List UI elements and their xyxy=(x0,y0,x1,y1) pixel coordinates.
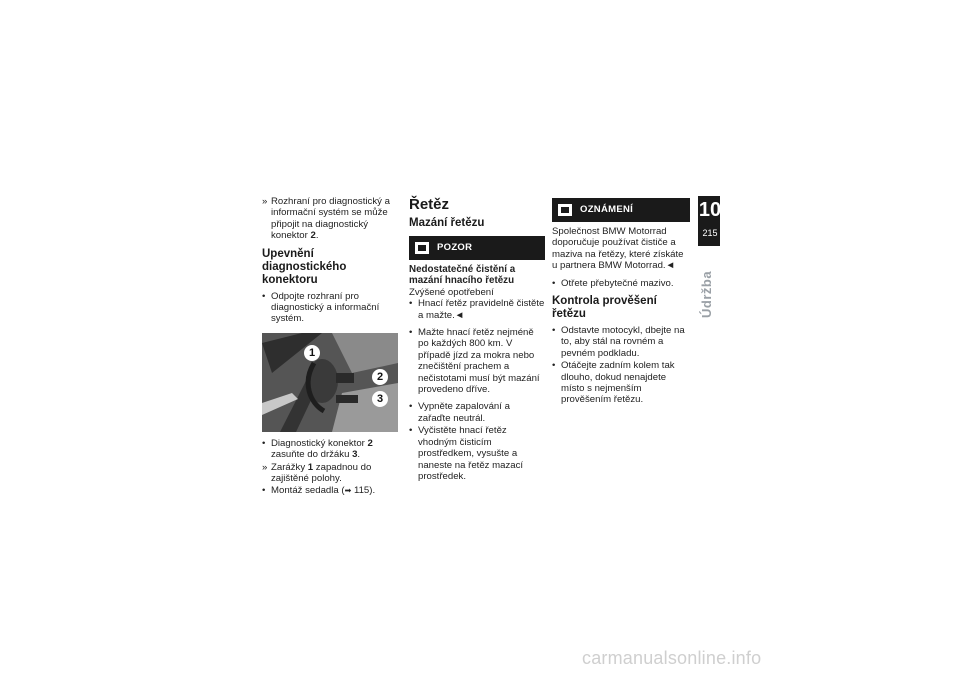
list-item-text: Odstavte motocykl, dbejte na to, aby stál na rovném a pevném podkladu. xyxy=(561,325,685,359)
result-marker: » xyxy=(262,461,268,473)
bullet-marker: • xyxy=(552,325,556,337)
bullet-marker: • xyxy=(409,401,413,413)
bullet-marker: • xyxy=(409,425,413,437)
chapter-side-label: Údržba xyxy=(699,270,714,318)
step-item xyxy=(262,462,394,485)
list-item xyxy=(409,298,545,321)
caution-label: POZOR xyxy=(437,242,473,254)
notice-box xyxy=(552,198,690,222)
step-text-end: zapadnou do zajištěné polohy. xyxy=(271,461,372,485)
list-item-text: Otřete přebytečné mazivo. xyxy=(561,277,674,289)
list-item-text: Otáčejte zadním kolem tak dlouho, dokud nenajdete místo s nejmenším prověšením řetězu. xyxy=(561,360,675,406)
bullet-marker: • xyxy=(552,277,556,289)
section-heading: Upevnění diagnostického konektoru xyxy=(262,247,347,286)
caution-box xyxy=(409,236,545,260)
step-text: Odpojte rozhraní pro diagnostický a informační systém. xyxy=(271,290,380,325)
chapter-number: 10 xyxy=(698,199,722,221)
chapter-title: Řetěz xyxy=(409,196,450,213)
callout-2: 2 xyxy=(372,369,388,385)
bullet-marker: • xyxy=(262,290,266,302)
step-text: Zarážky xyxy=(271,461,308,473)
arrow-right-icon: ➡ xyxy=(344,486,352,496)
page-number: 215 xyxy=(702,228,718,238)
list-item xyxy=(552,278,690,289)
warning-heading: Nedostatečné čistění a mazání hnacího řetězu xyxy=(409,264,516,287)
result-marker: » xyxy=(262,196,268,207)
section-heading: Kontrola prověšení řetězu xyxy=(552,295,657,321)
list-item-text: Vypněte zapalování a zařaďte neutrál. xyxy=(418,401,510,424)
column-chain xyxy=(409,196,545,486)
list-item-text: Mažte hnací řetěz nejméně po každých 800 km. V případě jízd za mokra nebo znečištění prachem a nečistotami musí být mazání provedeno dříve. xyxy=(418,327,540,396)
warning-text: Zvýšené opotřebení xyxy=(409,286,494,298)
step-text-end: . xyxy=(357,449,361,461)
step-item xyxy=(262,485,394,496)
list-item xyxy=(552,325,690,359)
column-diagnostic xyxy=(262,196,394,498)
list-item-text: Hnací řetěz pravidelně čistěte a mažte.◄ xyxy=(418,298,545,321)
bullet-marker: • xyxy=(552,360,556,372)
section-heading: Mazání řetězu xyxy=(409,217,485,229)
ref-number: 1 xyxy=(307,461,314,473)
notice-book-icon xyxy=(558,204,572,216)
watermark: carmanualsonline.info xyxy=(582,648,762,668)
step-text: Diagnostický konektor xyxy=(271,437,368,449)
column-notice xyxy=(552,198,690,410)
list-item xyxy=(409,425,545,482)
bullet-marker: • xyxy=(262,437,266,449)
step-text-mid: zasuňte do držáku xyxy=(271,449,353,461)
step-text-end: . xyxy=(315,230,319,242)
notice-text: Společnost BMW Motorrad doporučuje používat čističe a maziva na řetězy, které získáte u partnera BMW Motorrad.◄ xyxy=(552,226,684,272)
step-item xyxy=(262,438,394,461)
list-item xyxy=(409,327,545,395)
diagnostic-connector-photo xyxy=(262,333,398,432)
step-item xyxy=(262,196,394,242)
list-item-text: Vyčistěte hnací řetěz vhodným čisticím prostředkem, vysušte a naneste na řetěz mazací prostředek. xyxy=(418,425,524,482)
caution-book-icon xyxy=(415,242,429,254)
list-item xyxy=(552,360,690,406)
step-text: Montáž sedadla ( xyxy=(271,485,345,497)
callout-3: 3 xyxy=(372,391,388,407)
bullet-marker: • xyxy=(409,298,413,310)
ref-number: 2 xyxy=(367,437,373,449)
bullet-marker: • xyxy=(262,485,266,497)
step-item xyxy=(262,291,394,325)
callout-1: 1 xyxy=(304,345,320,361)
page-link[interactable]: 115). xyxy=(351,485,376,497)
list-item xyxy=(409,401,545,424)
ref-number: 2 xyxy=(310,230,316,242)
notice-label: OZNÁMENÍ xyxy=(580,204,634,216)
bullet-marker: • xyxy=(409,327,413,339)
step-text: Rozhraní pro diagnostický a informační systém se může připojit na diagnostický konektor xyxy=(271,196,390,242)
ref-number: 3 xyxy=(352,449,358,461)
